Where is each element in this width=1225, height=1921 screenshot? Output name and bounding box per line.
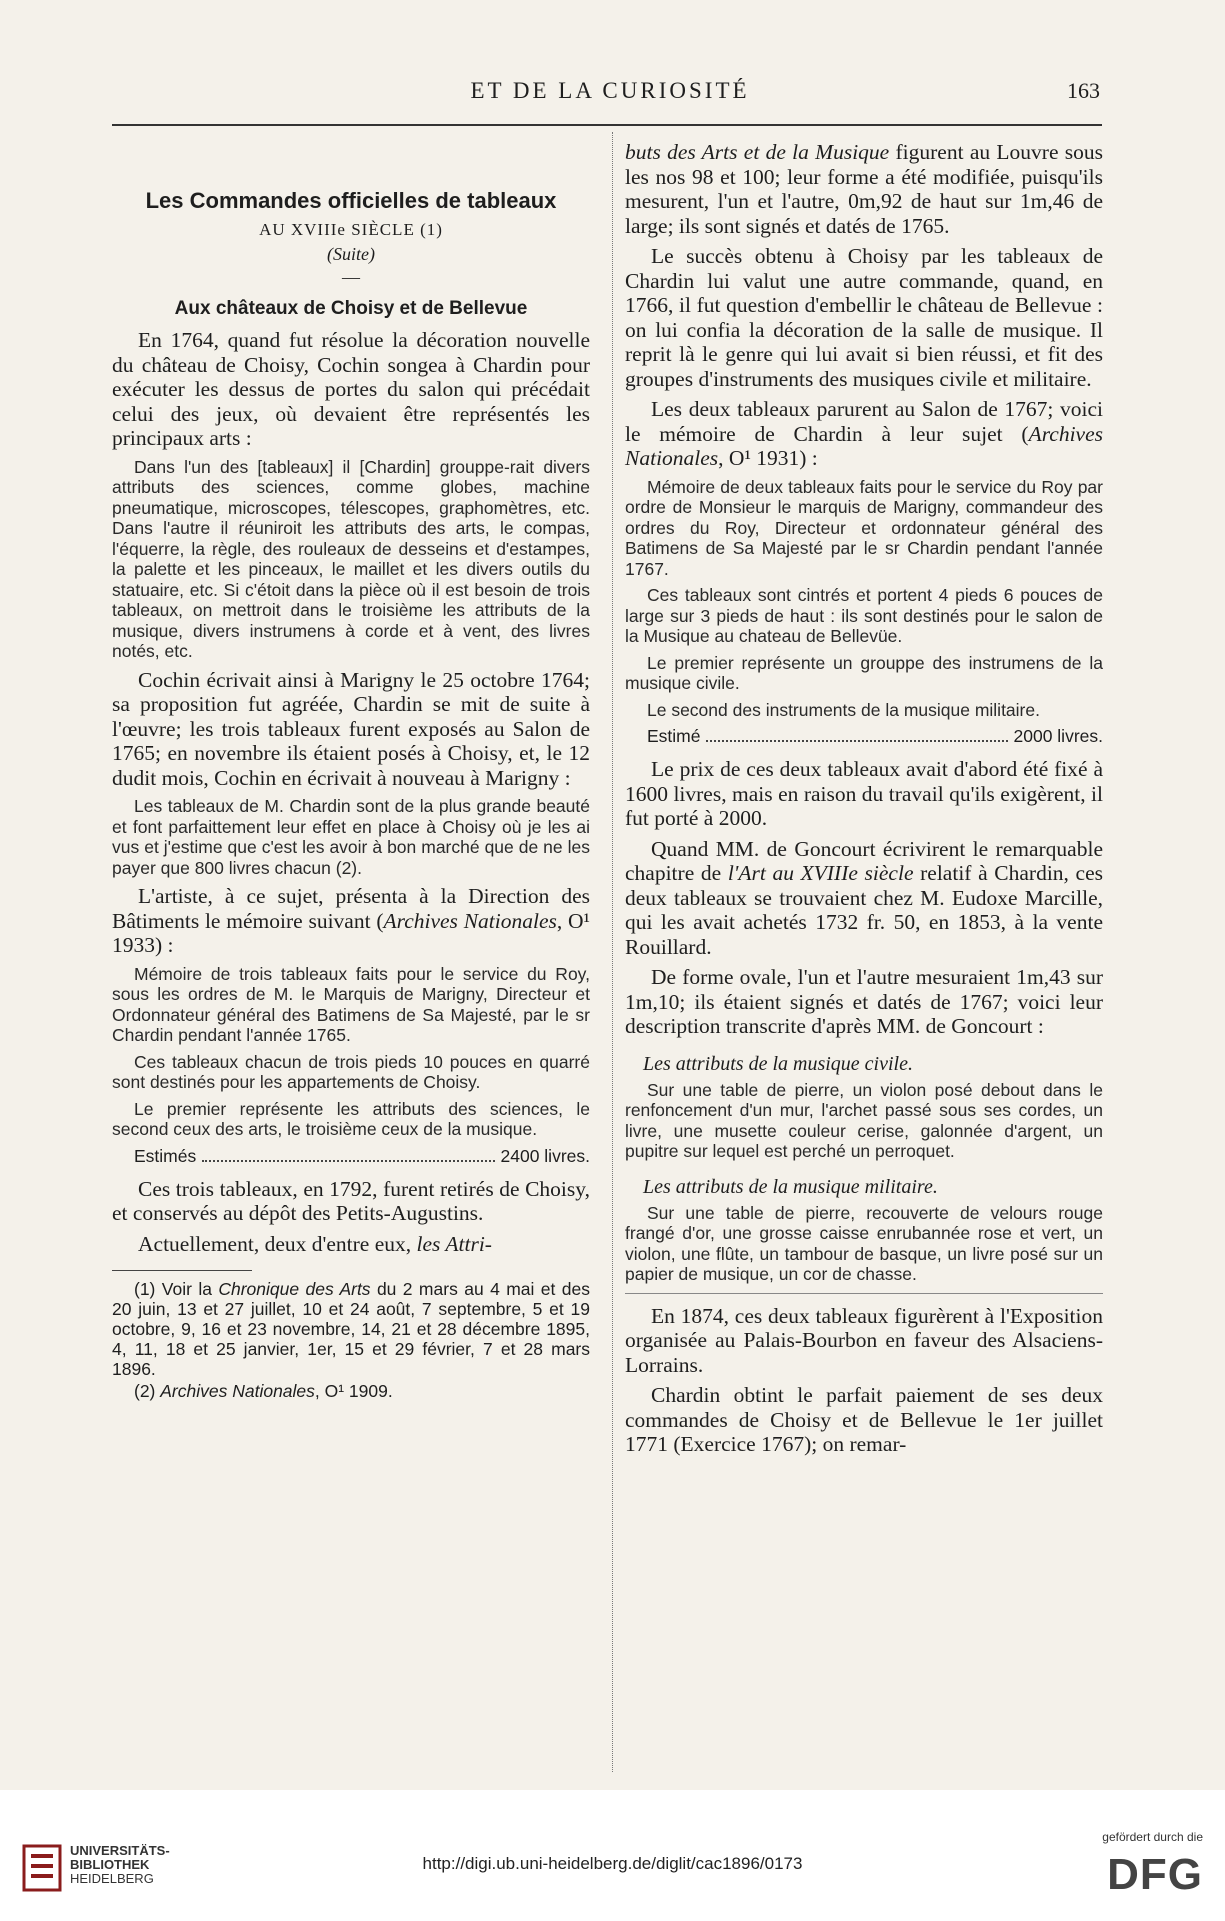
funding-label: gefördert durch die <box>1102 1830 1203 1844</box>
subheading-civile: Les attributs de la musique civile. <box>643 1052 913 1075</box>
estimate-line <box>134 1146 590 1167</box>
text-run: Les deux tableaux parurent au Salon de 1767; voici le mémoire de Chardin à leur sujet ( <box>625 397 1103 446</box>
quotation: Sur une table de pierre, recouverte de velours rouge frangé d'or, une grosse caisse enrubannée rose et vert, un violon, une flûte, un tambour de basque, un livre posé sur un papier de musique, un cor de chasse. <box>625 1202 1103 1284</box>
university-line: BIBLIOTHEK <box>70 1857 150 1872</box>
estimate-value: 2000 livres. <box>1013 726 1103 746</box>
footnote-rule <box>112 1270 252 1271</box>
text-run: figurent au Louvre sous les nos 98 et 100; leur forme a été modifiée, puisqu'ils mesurent, l'un et l'autre, 0m,92 de haut sur 1m,46 de large; ils sont signés et datés de 1765. <box>625 140 1104 238</box>
text-run-italic: Archives Nationales <box>625 421 1103 470</box>
quotation: Dans l'un des [tableaux] il [Chardin] grouppe-rait divers attributs des sciences, comme globes, machine pneumatique, microscopes, télescopes, graphomètres, etc. Dans l'autre il réuniroit les attributs des arts, le compas, l'équerre, la règle, des rouleaux de desseins et d'estampes, la palette et les pinceaux, le maillet et les divers outils du statuaire, etc. Si c'étoit dans la pièce où il est besoin de trois tableaux, on mettroit dans le troisième les attributs de la musique, divers instrumens à corde et à vent, des livres notés, etc. <box>112 456 590 661</box>
quotation: Le second des instruments de la musique militaire. <box>647 699 1040 720</box>
text-run-italic: Archives Nationales <box>160 1381 315 1401</box>
text-run: , O¹ 1909. <box>314 1381 393 1401</box>
quotation: Sur une table de pierre, un violon posé debout dans le renfoncement d'un mur, l'archet passé sous ses cordes, un livre, une musette couleur cerise, galonnée d'argent, un pupitre sur lequel est perché un perroquet. <box>625 1079 1103 1161</box>
text-run: relatif à Chardin, ces deux tableaux se trouvaient chez M. Eudoxe Marcille, qui les avait achetés 1732 fr. 50, en 1853, à la vente Rouillard. <box>625 861 1104 959</box>
text-run-italic: buts des Arts et de la Musique <box>625 140 890 164</box>
viewer-footer <box>0 1790 1225 1921</box>
quotation: Le premier représente les attributs des sciences, le second ceux des arts, le troisième ceux de la musique. <box>112 1098 590 1139</box>
leader-dots <box>706 726 1007 742</box>
page-number: 163 <box>1067 78 1100 103</box>
paragraph: Cochin écrivait ainsi à Marigny le 25 octobre 1764; sa proposition fut agréée, Chardin se mit de suite à l'œuvre; les trois tableaux furent exposés au Salon de 1765; en novembre ils étaient posés à Choisy, et, le 12 dudit mois, Cochin en écrivait à nouveau à Marigny : <box>112 667 590 790</box>
text-run-italic: l'Art au XVIIIe siècle <box>727 861 914 885</box>
estimate-label: Estimé <box>647 726 701 746</box>
paragraph: De forme ovale, l'un et l'autre mesuraient 1m,43 sur 1m,10; ils étaient signés et datés de 1767; voici leur description transcrite d'après MM. de Goncourt : <box>625 965 1103 1038</box>
paragraph: Le succès obtenu à Choisy par les tableaux de Chardin lui valut une autre commande, quand, en 1766, il fut question d'embellir le château de Bellevue : on lui confia la décoration de la salle de musique. Il reprit là le genre qui lui avait si bien réussi, et fit des groupes d'instruments des musiques civile et militaire. <box>625 244 1103 391</box>
text-run: (2) <box>134 1381 161 1401</box>
paragraph: Ces trois tableaux, en 1792, furent retirés de Choisy, et conservés au dépôt des Petits-Augustins. <box>112 1176 590 1225</box>
text-run: (1) Voir la <box>134 1279 219 1299</box>
paragraph <box>625 837 1103 960</box>
text-run: Actuellement, deux d'entre eux, <box>138 1231 417 1256</box>
quotation: Mémoire de deux tableaux faits pour le service du Roy par ordre de Monsieur le marquis de Marigny, commandeur des ordres du Roy, Directeur et ordonnateur général des Batimens de Sa Majesté par le sr Chardin pendant l'année 1767. <box>625 476 1103 579</box>
text-run: , O¹ 1933) : <box>112 908 590 957</box>
estimate-line <box>647 726 1103 747</box>
footnote <box>112 1381 590 1401</box>
estimate-value: 2400 livres. <box>500 1145 590 1166</box>
leader-dots <box>202 1146 494 1162</box>
article-subtitle: AU XVIIIe SIÈCLE (1) <box>259 220 443 239</box>
paragraph: En 1764, quand fut résolue la décoration nouvelle du château de Choisy, Cochin songea à Chardin pour exécuter les dessus de portes du salon qui précédait celui des jeux, où devaient être représentés les principaux arts : <box>112 328 590 450</box>
permalink-url[interactable]: http://digi.ub.uni-heidelberg.de/diglit/cac1896/0173 <box>422 1854 803 1873</box>
header-rule <box>112 124 1102 126</box>
running-title: ET DE LA CURIOSITÉ <box>470 78 750 103</box>
quotation: Ces tableaux sont cintrés et portent 4 pieds 6 pouces de large sur 3 pieds de haut : ils sont destinés pour le salon de la Musique au chateau de Bellevüe. <box>625 585 1103 646</box>
article-title: Les Commandes officielles de tableaux <box>145 188 557 213</box>
article-suite: (Suite) <box>327 244 375 264</box>
dfg-logo: DFG <box>1107 1850 1203 1899</box>
subheading-militaire: Les attributs de la musique militaire. <box>643 1175 938 1198</box>
text-run: du 2 mars au 4 mai et des 20 juin, 13 et 27 juillet, 10 et 24 août, 7 septembre, 5 et 19 octobre, 9, 16 et 23 novembre, 14, 21 et 28 décembre 1895, 4, 11, 18 et 25 janvier, 1er, 15 et 29 février, 7 et 28 mars 1896. <box>112 1279 590 1379</box>
estimate-label: Estimés <box>134 1145 197 1166</box>
university-line: UNIVERSITÄTS- <box>70 1843 170 1858</box>
paragraph <box>625 397 1103 471</box>
section-rule <box>625 1293 1103 1294</box>
text-run-italic: Archives Nationales <box>383 908 557 933</box>
paragraph: En 1874, ces deux tableaux figurèrent à l'Exposition organisée au Palais-Bourbon en faveur des Alsaciens-Lorrains. <box>625 1303 1103 1377</box>
paragraph <box>625 140 1103 238</box>
left-column <box>112 140 590 1403</box>
text-run: , O¹ 1931) : <box>718 446 818 470</box>
quotation: Mémoire de trois tableaux faits pour le service du Roy, sous les ordres de M. le Marquis de Marigny, Directeur et Ordonnateur général des Batimens de Sa Majesté, par le sr Chardin pendant l'année 1765. <box>112 963 590 1045</box>
column-divider <box>612 132 613 1772</box>
right-column <box>625 140 1103 1463</box>
paragraph: Chardin obtint le parfait paiement de ses deux commandes de Choisy et de Bellevue le 1er juillet 1771 (Exercice 1767); on remar- <box>625 1383 1103 1456</box>
quotation: Les tableaux de M. Chardin sont de la plus grande beauté et font parfaittement leur effet en place à Choisy où je les ai vus et j'estime que c'est les avoir à bon marché que de ne les payer que 800 livres chacun (2). <box>112 796 590 878</box>
quotation: Ces tableaux chacun de trois pieds 10 pouces en quarré sont destinés pour les appartements de Choisy. <box>112 1051 590 1092</box>
text-run: Quand MM. de Goncourt écrivirent le remarquable chapitre de <box>625 836 1103 885</box>
university-line: HEIDELBERG <box>70 1871 154 1886</box>
separator-dash: — <box>342 267 360 287</box>
text-run: L'artiste, à ce sujet, présenta à la Direction des Bâtiments le mémoire suivant ( <box>112 884 590 933</box>
quotation: Le premier représente un grouppe des instrumens de la musique civile. <box>625 652 1103 693</box>
section-heading: Aux châteaux de Choisy et de Bellevue <box>174 298 528 319</box>
footnote <box>112 1279 590 1379</box>
paragraph <box>112 1232 590 1257</box>
text-run-italic: les Attri- <box>416 1231 492 1256</box>
text-run-italic: Chronique des Arts <box>218 1279 371 1299</box>
paragraph: Le prix de ces deux tableaux avait d'abord été fixé à 1600 livres, mais en raison du travail qu'ils exigèrent, il fut porté à 2000. <box>625 757 1103 830</box>
paragraph <box>112 884 590 958</box>
running-head <box>120 78 1100 114</box>
